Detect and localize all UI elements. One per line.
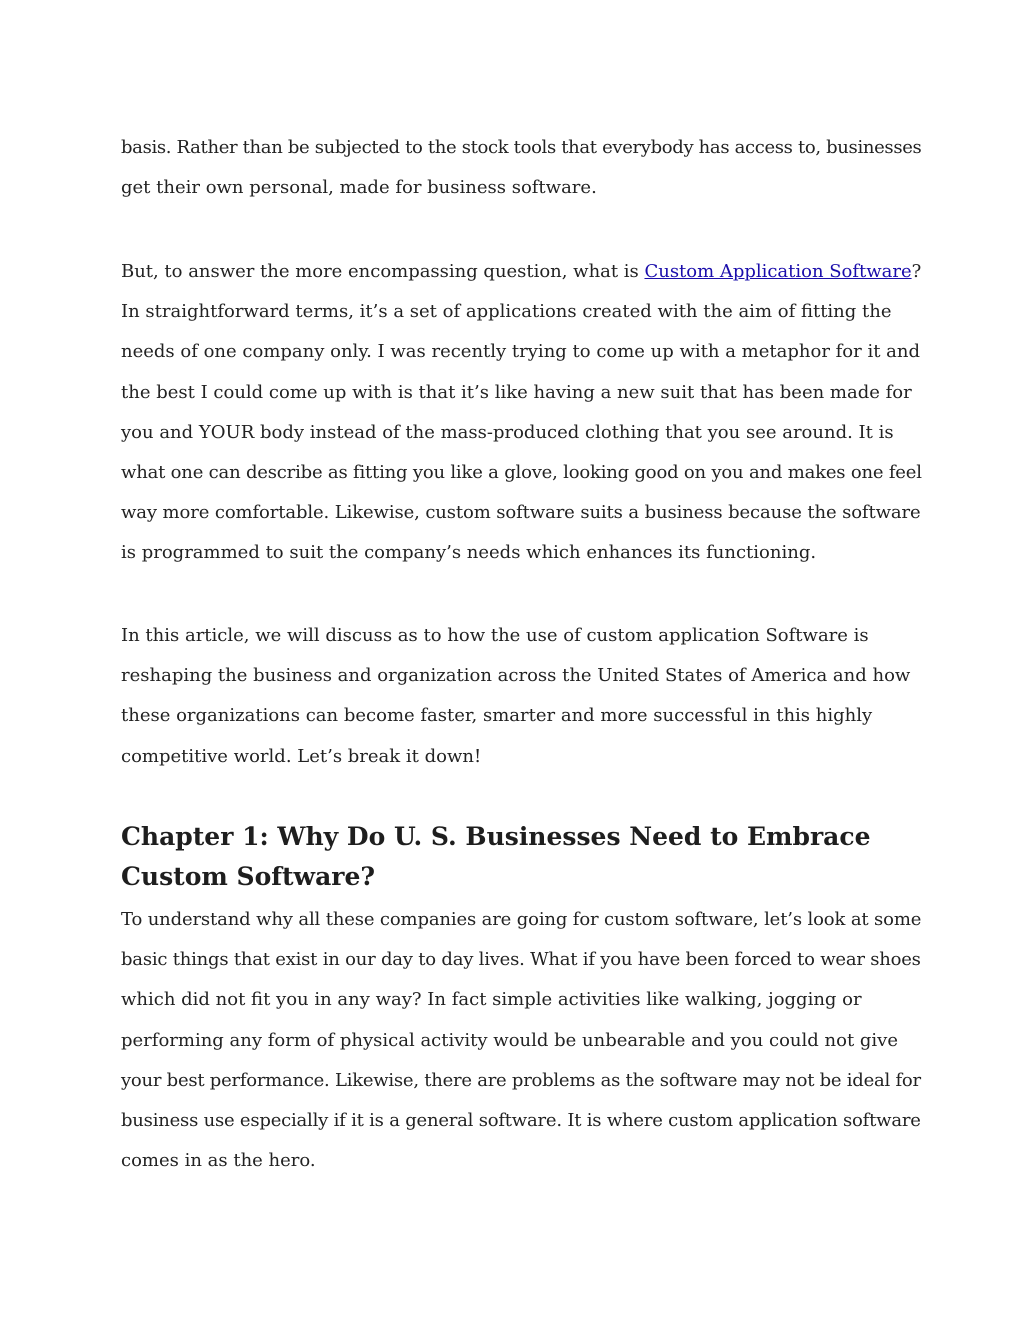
- text-line: comes in as the hero.: [121, 1150, 316, 1172]
- text-line: way more comfortable. Likewise, custom software suits a business because the software: [121, 502, 921, 524]
- text-line: the best I could come up with is that it’s like having a new suit that has been made for: [121, 381, 912, 403]
- heading-line: Custom Software?: [121, 862, 376, 891]
- text-line-with-link: [121, 252, 921, 292]
- paragraph-intro-continued: [121, 128, 921, 208]
- text-segment: ?: [911, 261, 922, 282]
- paragraph-definition: [121, 252, 921, 574]
- text-line: get their own personal, made for business software.: [121, 177, 597, 199]
- text-line: you and YOUR body instead of the mass-produced clothing that you see around. It is: [121, 421, 894, 443]
- text-line: basic things that exist in our day to day lives. What if you have been forced to wear shoes: [121, 949, 921, 971]
- paragraph-article-overview: [121, 616, 921, 777]
- text-line: needs of one company only. I was recently trying to come up with a metaphor for it and: [121, 341, 921, 363]
- text-line: To understand why all these companies are going for custom software, let’s look at some: [121, 909, 922, 930]
- heading-line: Chapter 1: Why Do U. S. Businesses Need to Embrace: [121, 822, 871, 851]
- paragraph-chapter-body: [121, 900, 921, 1181]
- text-line: In straightforward terms, it’s a set of applications created with the aim of fitting the: [121, 301, 892, 323]
- custom-application-software-link[interactable]: Custom Application Software: [644, 261, 912, 282]
- text-line: what one can describe as fitting you like a glove, looking good on you and makes one feel: [121, 461, 922, 483]
- text-line: is programmed to suit the company’s needs which enhances its functioning.: [121, 542, 817, 564]
- text-line: which did not fit you in any way? In fact simple activities like walking, jogging or: [121, 989, 862, 1011]
- text-line: performing any form of physical activity would be unbearable and you could not give: [121, 1029, 898, 1051]
- text-line: these organizations can become faster, smarter and more successful in this highly: [121, 705, 873, 727]
- text-line: business use especially if it is a general software. It is where custom application software: [121, 1109, 921, 1131]
- text-line: competitive world. Let’s break it down!: [121, 745, 482, 767]
- chapter-heading: [121, 817, 941, 897]
- text-line: basis. Rather than be subjected to the stock tools that everybody has access to, businesses: [121, 137, 922, 158]
- text-line: In this article, we will discuss as to how the use of custom application Software is: [121, 625, 869, 646]
- text-line: reshaping the business and organization across the United States of America and how: [121, 665, 911, 687]
- text-segment: But, to answer the more encompassing question, what is: [121, 261, 645, 282]
- text-line: your best performance. Likewise, there are problems as the software may not be ideal for: [121, 1069, 921, 1091]
